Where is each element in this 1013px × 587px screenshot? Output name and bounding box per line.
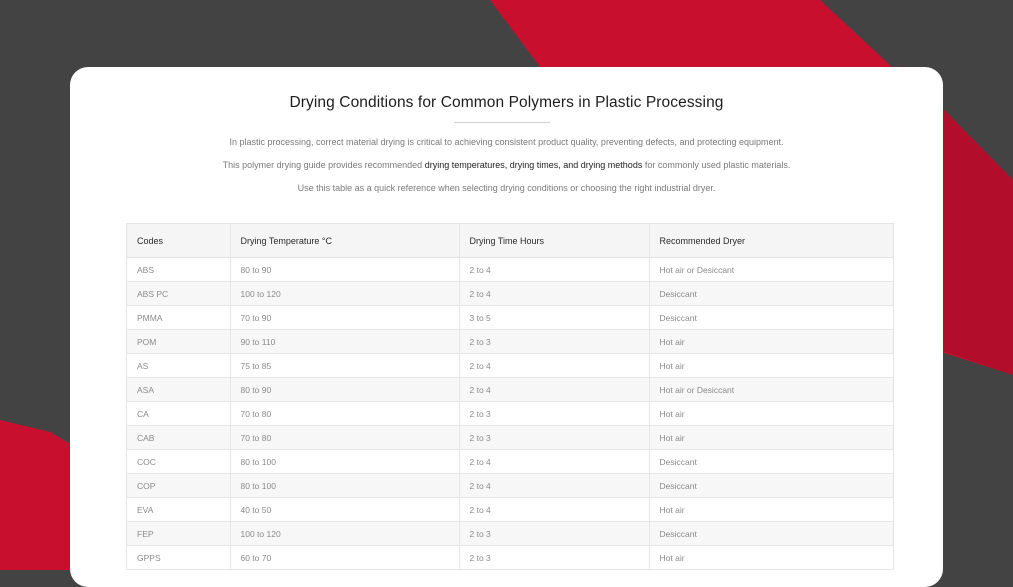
cell-temperature: 80 to 100	[230, 450, 459, 474]
title-divider	[454, 122, 550, 123]
cell-temperature: 70 to 90	[230, 306, 459, 330]
table-row	[127, 306, 893, 330]
cell-temperature: 75 to 85	[230, 354, 459, 378]
table-row	[127, 402, 893, 426]
column-header-drying-time: Drying Time Hours	[459, 224, 649, 258]
cell-temperature: 70 to 80	[230, 402, 459, 426]
cell-time: 2 to 4	[459, 258, 649, 282]
intro-paragraph-3: Use this table as a quick reference when selecting drying conditions or choosing the right industrial dryer.	[297, 183, 716, 193]
intro-text-before: This polymer drying guide provides recommended	[222, 160, 423, 170]
cell-code: CA	[127, 402, 230, 426]
cell-code: CAB	[127, 426, 230, 450]
cell-code: GPPS	[127, 546, 230, 570]
page-title: Drying Conditions for Common Polymers in Plastic Processing	[289, 94, 724, 111]
cell-code: COC	[127, 450, 230, 474]
cell-dryer: Desiccant	[649, 522, 893, 546]
cell-time: 2 to 4	[459, 282, 649, 306]
content-card	[70, 67, 943, 587]
table-row	[127, 474, 893, 498]
cell-dryer: Hot air or Desiccant	[649, 258, 893, 282]
drying-conditions-table	[127, 224, 893, 570]
cell-code: POM	[127, 330, 230, 354]
cell-dryer: Desiccant	[649, 450, 893, 474]
table-row	[127, 546, 893, 570]
cell-dryer: Desiccant	[649, 474, 893, 498]
cell-temperature: 60 to 70	[230, 546, 459, 570]
intro-paragraph-2	[70, 160, 943, 170]
cell-code: ABS PC	[127, 282, 230, 306]
table-row	[127, 282, 893, 306]
table-header-row	[127, 224, 893, 258]
cell-time: 2 to 4	[459, 354, 649, 378]
cell-time: 2 to 3	[459, 546, 649, 570]
red-corner-shape	[0, 420, 72, 570]
cell-dryer: Desiccant	[649, 282, 893, 306]
column-header-codes: Codes	[127, 224, 230, 258]
table-row	[127, 330, 893, 354]
cell-dryer: Hot air	[649, 354, 893, 378]
cell-code: ABS	[127, 258, 230, 282]
cell-dryer: Hot air	[649, 546, 893, 570]
table-row	[127, 498, 893, 522]
column-header-drying-temperature: Drying Temperature °C	[230, 224, 459, 258]
cell-temperature: 100 to 120	[230, 522, 459, 546]
cell-dryer: Desiccant	[649, 306, 893, 330]
drying-table-container	[126, 223, 894, 570]
cell-time: 2 to 4	[459, 474, 649, 498]
cell-temperature: 100 to 120	[230, 282, 459, 306]
cell-code: FEP	[127, 522, 230, 546]
table-row	[127, 354, 893, 378]
cell-time: 2 to 3	[459, 402, 649, 426]
table-row	[127, 378, 893, 402]
table-row	[127, 426, 893, 450]
cell-temperature: 80 to 100	[230, 474, 459, 498]
cell-dryer: Hot air	[649, 330, 893, 354]
table-row	[127, 258, 893, 282]
cell-dryer: Hot air	[649, 498, 893, 522]
table-row	[127, 522, 893, 546]
intro-highlight: drying temperatures, drying times, and drying methods	[424, 160, 643, 170]
intro-paragraph-1: In plastic processing, correct material drying is critical to achieving consistent product quality, preventing defects, and protecting equipment.	[229, 137, 784, 147]
cell-code: COP	[127, 474, 230, 498]
cell-time: 2 to 3	[459, 426, 649, 450]
cell-code: AS	[127, 354, 230, 378]
cell-time: 3 to 5	[459, 306, 649, 330]
cell-time: 2 to 4	[459, 450, 649, 474]
cell-dryer: Hot air	[649, 426, 893, 450]
intro-text-after: for commonly used plastic materials.	[644, 160, 791, 170]
cell-dryer: Hot air or Desiccant	[649, 378, 893, 402]
cell-temperature: 80 to 90	[230, 378, 459, 402]
cell-time: 2 to 3	[459, 330, 649, 354]
cell-temperature: 90 to 110	[230, 330, 459, 354]
cell-temperature: 70 to 80	[230, 426, 459, 450]
cell-code: PMMA	[127, 306, 230, 330]
cell-code: ASA	[127, 378, 230, 402]
cell-time: 2 to 3	[459, 522, 649, 546]
cell-dryer: Hot air	[649, 402, 893, 426]
cell-time: 2 to 4	[459, 498, 649, 522]
cell-code: EVA	[127, 498, 230, 522]
cell-temperature: 40 to 50	[230, 498, 459, 522]
column-header-recommended-dryer: Recommended Dryer	[649, 224, 893, 258]
table-row	[127, 450, 893, 474]
cell-temperature: 80 to 90	[230, 258, 459, 282]
cell-time: 2 to 4	[459, 378, 649, 402]
